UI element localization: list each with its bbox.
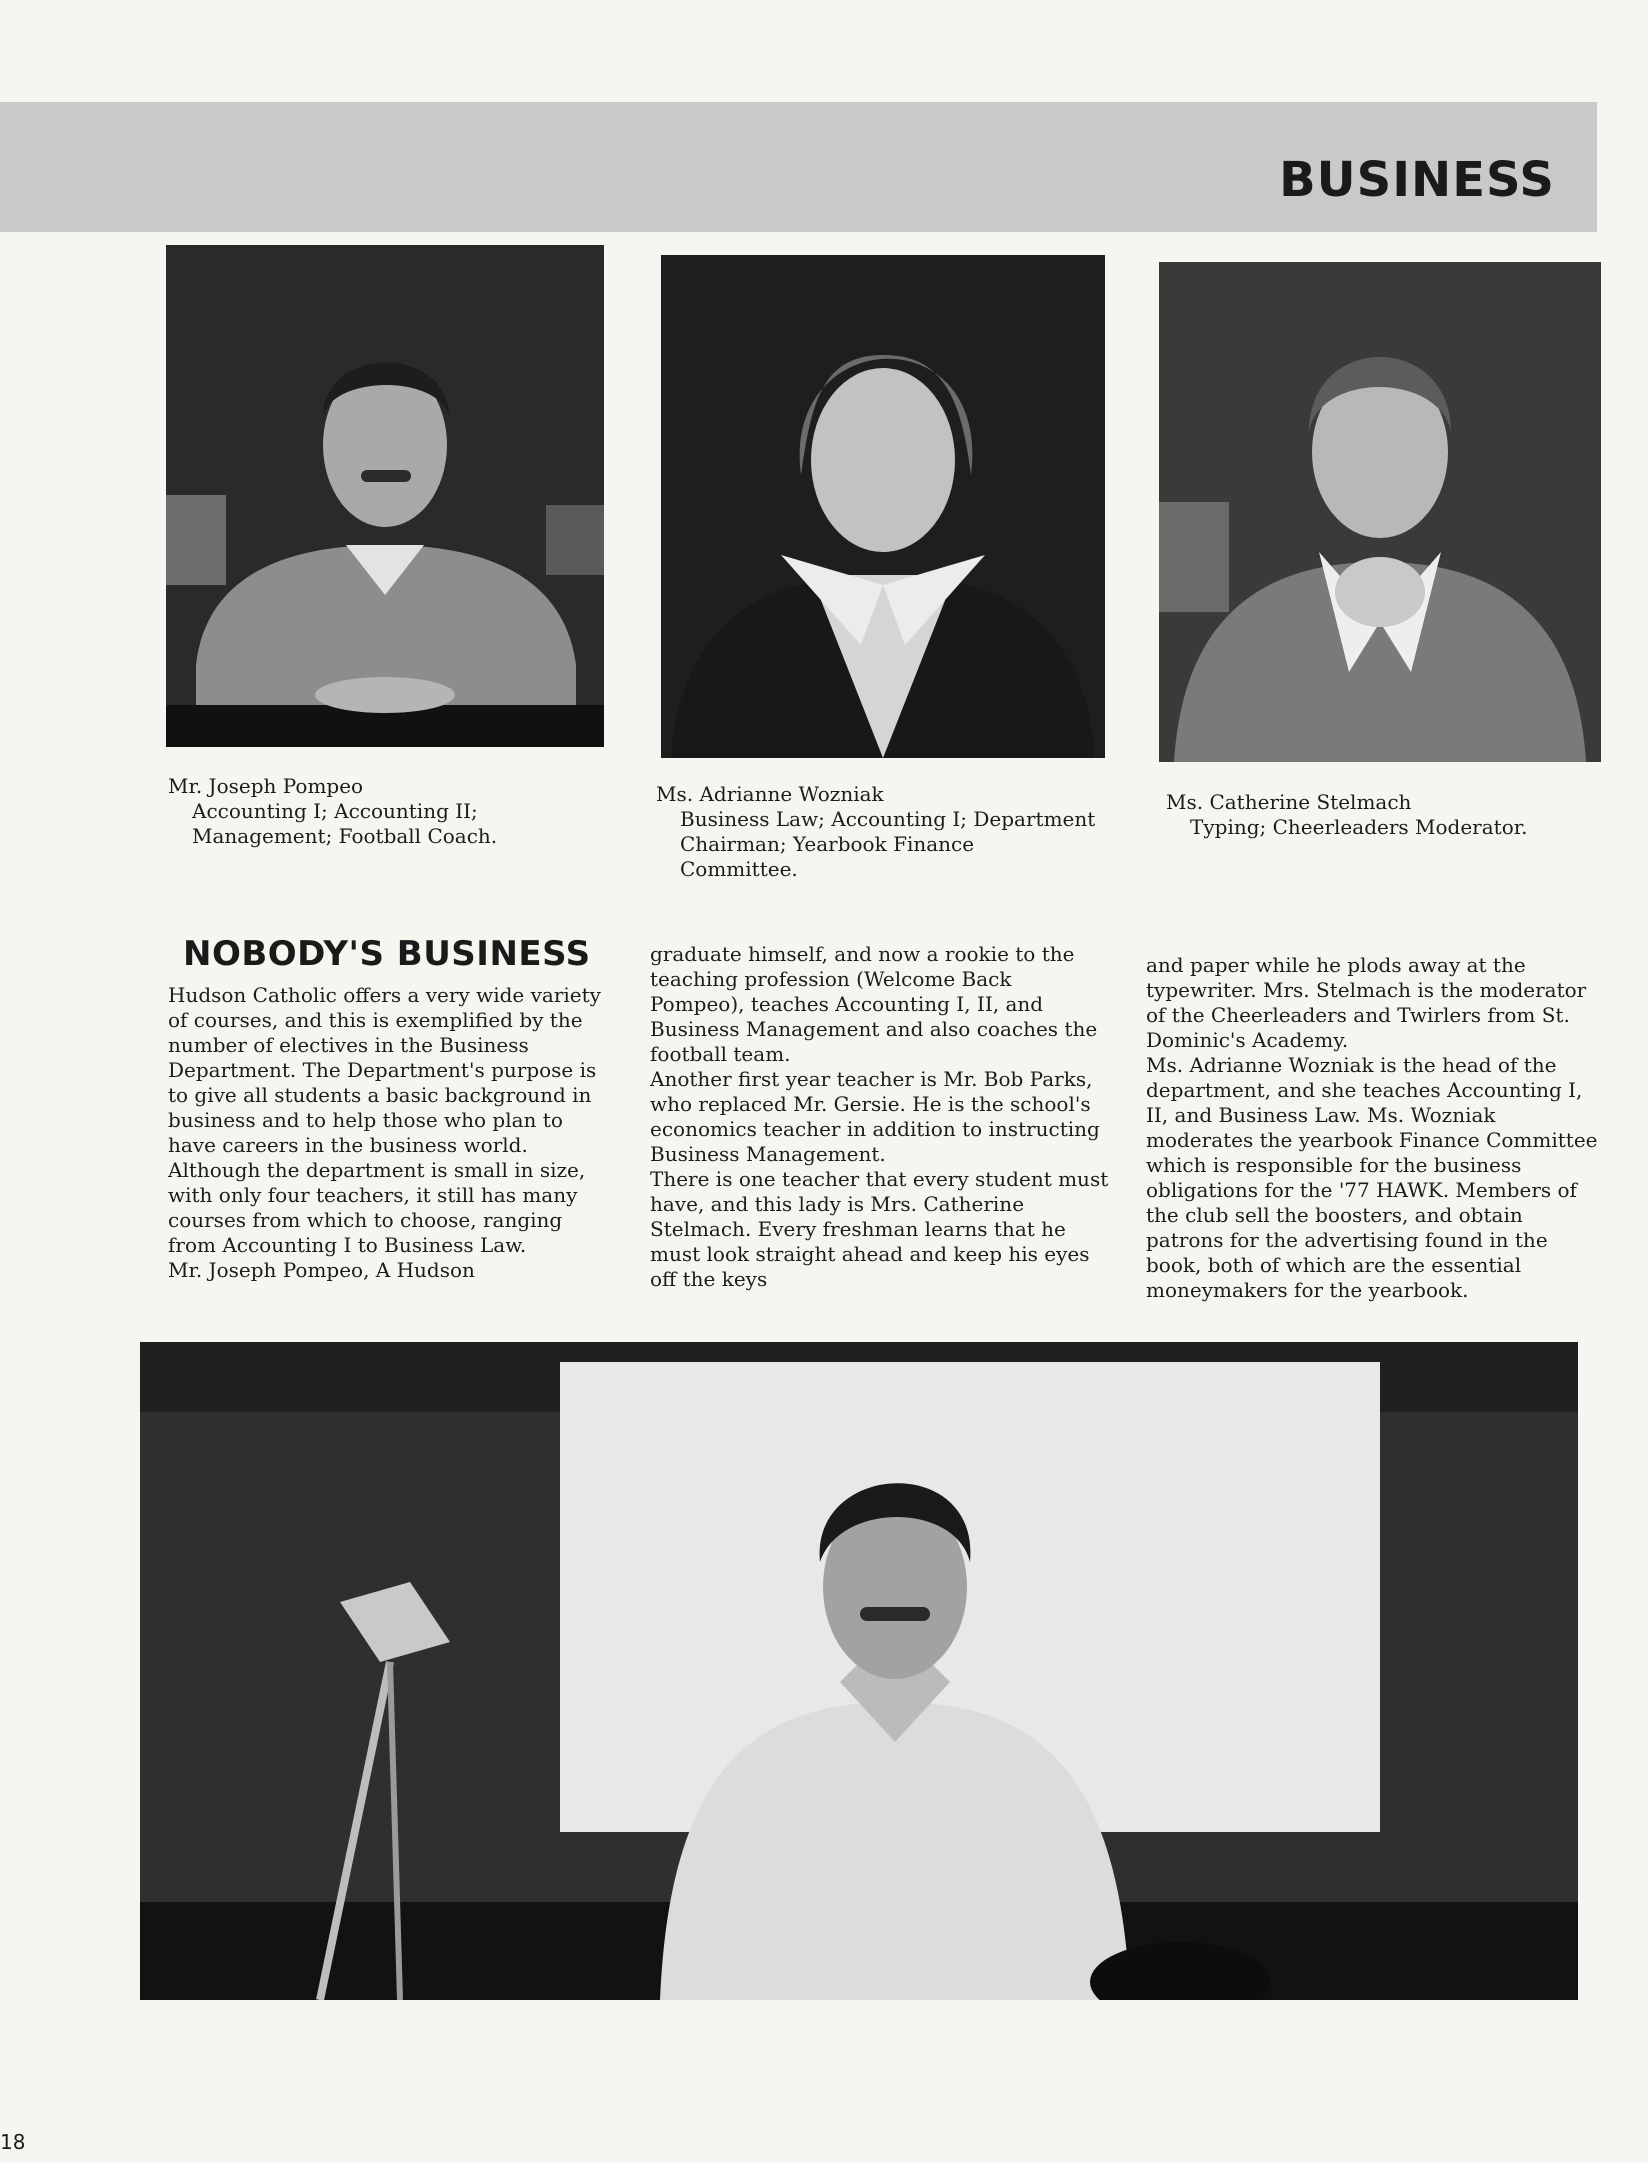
article-column-2: graduate himself, and now a rookie to the teaching profession (Welcome Back Pompeo), teaches Accounting I, II, and Business Management and also coaches the football team. Another first year teacher is Mr. Bob Parks, who replaced Mr. Gersie. He is the school's economics teacher in addition to instructing Business Management. There is one teacher that every student must have, and this lady is Mrs. Catherine Stelmach. Every freshman learns that he must look straight ahead and keep his eyes off the keys: [650, 942, 1109, 1291]
caption-stelmach: [1166, 790, 1606, 840]
caption-name: Ms. Catherine Stelmach: [1166, 790, 1412, 814]
header-band: [0, 102, 1597, 232]
caption-name: Ms. Adrianne Wozniak: [656, 782, 884, 806]
caption-details: Business Law; Accounting I; Department Chairman; Yearbook Finance Committee.: [680, 807, 1096, 881]
portrait-photo-stelmach: [1159, 262, 1601, 762]
caption-wozniak: [656, 782, 1096, 882]
classroom-photo: [140, 1342, 1578, 2000]
portrait-photo-wozniak: [661, 255, 1105, 758]
caption-details: Accounting I; Accounting II; Management; Football Coach.: [192, 799, 498, 848]
caption-name: Mr. Joseph Pompeo: [168, 774, 364, 798]
section-title: BUSINESS: [1279, 152, 1555, 208]
portrait-photo-pompeo: [166, 245, 604, 747]
article-column-1: Hudson Catholic offers a very wide variety of courses, and this is exemplified by the number of electives in the Business Department. The Department's purpose is to give all students a basic background in business and to help those who plan to have careers in the business world. Although the department is small in size, with only four teachers, it still has many courses from which to choose, ranging from Accounting I to Business Law. Mr. Joseph Pompeo, A Hudson: [168, 983, 601, 1282]
article-column-3: and paper while he plods away at the typewriter. Mrs. Stelmach is the moderator of the Cheerleaders and Twirlers from St. Dominic's Academy. Ms. Adrianne Wozniak is the head of the department, and she teaches Accounting I, II, and Business Law. Ms. Wozniak moderates the yearbook Finance Committee which is responsible for the business obligations for the '77 HAWK. Members of the club sell the boosters, and obtain patrons for the advertising found in the book, both of which are the essential moneymakers for the yearbook.: [1146, 953, 1598, 1302]
caption-details: Typing; Cheerleaders Moderator.: [1190, 815, 1528, 839]
caption-pompeo: [168, 774, 598, 849]
article-title: NOBODY'S BUSINESS: [183, 934, 591, 974]
page-number: 18: [0, 2130, 26, 2154]
